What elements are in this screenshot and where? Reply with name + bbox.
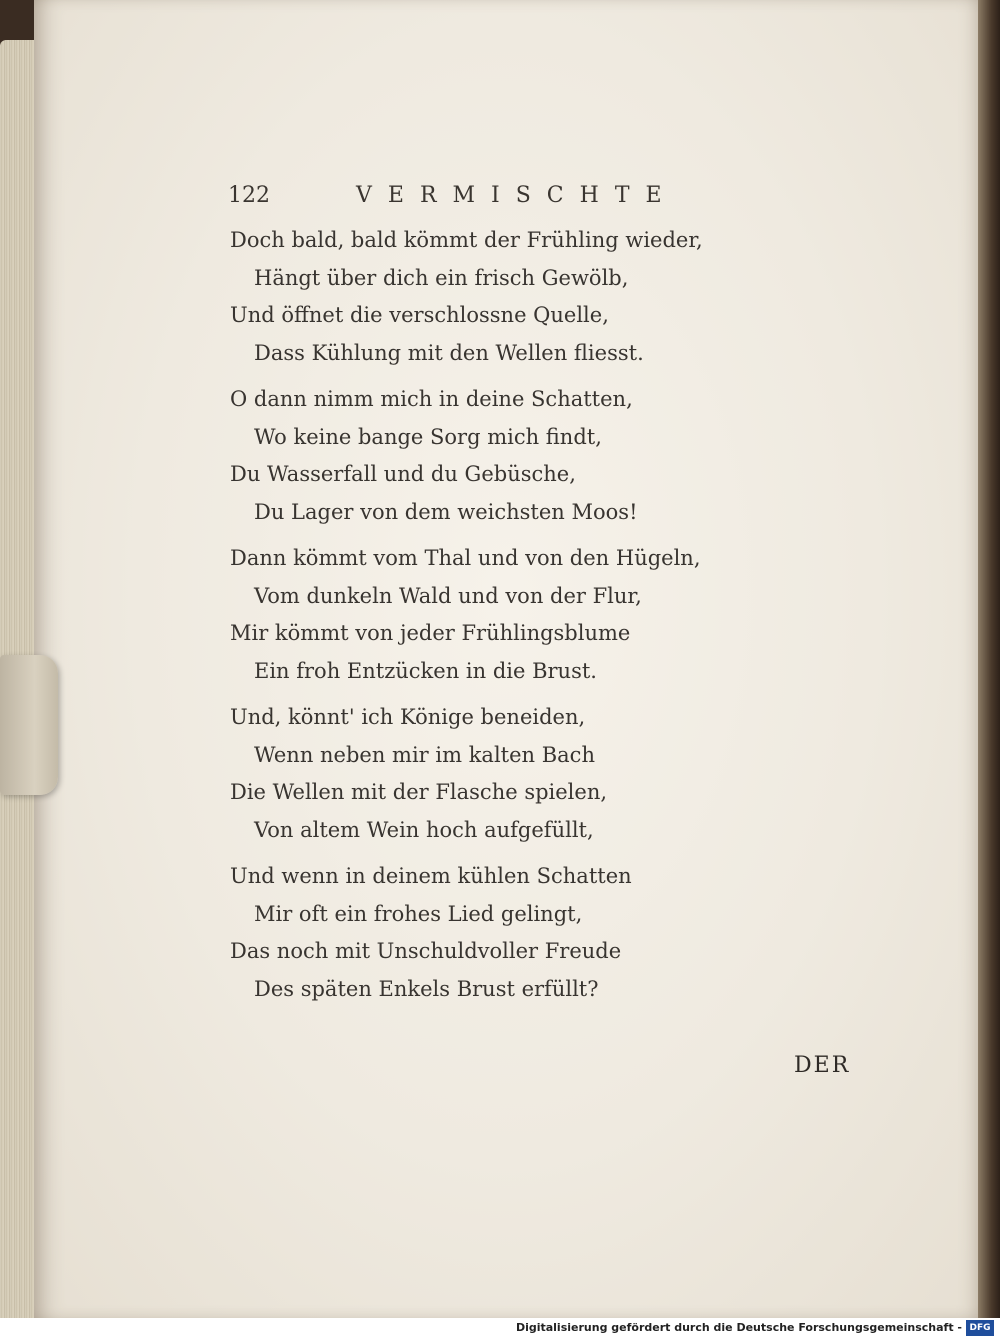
stanza xyxy=(230,699,850,849)
verse-line: Doch bald, bald kömmt der Frühling wieder, xyxy=(230,228,703,252)
verse-line: Dann kömmt vom Thal und von den Hügeln, xyxy=(230,546,701,570)
stanza xyxy=(230,858,850,1008)
verse-line: Du Lager von dem weichsten Moos! xyxy=(254,499,638,524)
verse-line: Das noch mit Unschuldvoller Freude xyxy=(230,939,622,963)
verse-line: Des späten Enkels Brust erfüllt? xyxy=(254,976,599,1001)
verse-line: Von altem Wein hoch aufgefüllt, xyxy=(254,817,594,842)
verse-line: Wenn neben mir im kalten Bach xyxy=(254,742,595,767)
page-marker-tab xyxy=(0,655,58,795)
poem-body xyxy=(230,222,850,1017)
verse-line: Wo keine bange Sorg mich findt, xyxy=(254,424,602,449)
digitization-footer xyxy=(0,1318,1000,1339)
stanza xyxy=(230,540,850,690)
book-spine-edge xyxy=(978,0,1000,1318)
verse-line: Und wenn in deinem kühlen Schatten xyxy=(230,864,632,888)
verse-line: O dann nimm mich in deine Schatten, xyxy=(230,387,633,411)
stanza xyxy=(230,222,850,372)
verse-line: Dass Kühlung mit den Wellen fliesst. xyxy=(254,340,644,365)
verse-line: Und, könnt' ich Könige beneiden, xyxy=(230,705,586,729)
page-number: 122 xyxy=(228,183,270,208)
verse-line: Mir kömmt von jeder Frühlingsblume xyxy=(230,621,631,645)
footer-note: Digitalisierung gefördert durch die Deutsche Forschungsgemeinschaft - xyxy=(515,1321,962,1334)
page-header xyxy=(228,183,728,217)
catchword: DER xyxy=(794,1053,851,1078)
verse-line: Vom dunkeln Wald und von der Flur, xyxy=(254,583,642,608)
verse-line: Ein froh Entzücken in die Brust. xyxy=(254,658,597,683)
verse-line: Mir oft ein frohes Lied gelingt, xyxy=(254,901,583,926)
dfg-logo-icon: DFG xyxy=(966,1320,994,1336)
running-title: VERMISCHTE xyxy=(356,183,678,208)
verse-line: Die Wellen mit der Flasche spielen, xyxy=(230,780,608,804)
verse-line: Und öffnet die verschlossne Quelle, xyxy=(230,303,609,327)
verse-line: Du Wasserfall und du Gebüsche, xyxy=(230,462,576,486)
verse-line: Hängt über dich ein frisch Gewölb, xyxy=(254,265,629,290)
stanza xyxy=(230,381,850,531)
